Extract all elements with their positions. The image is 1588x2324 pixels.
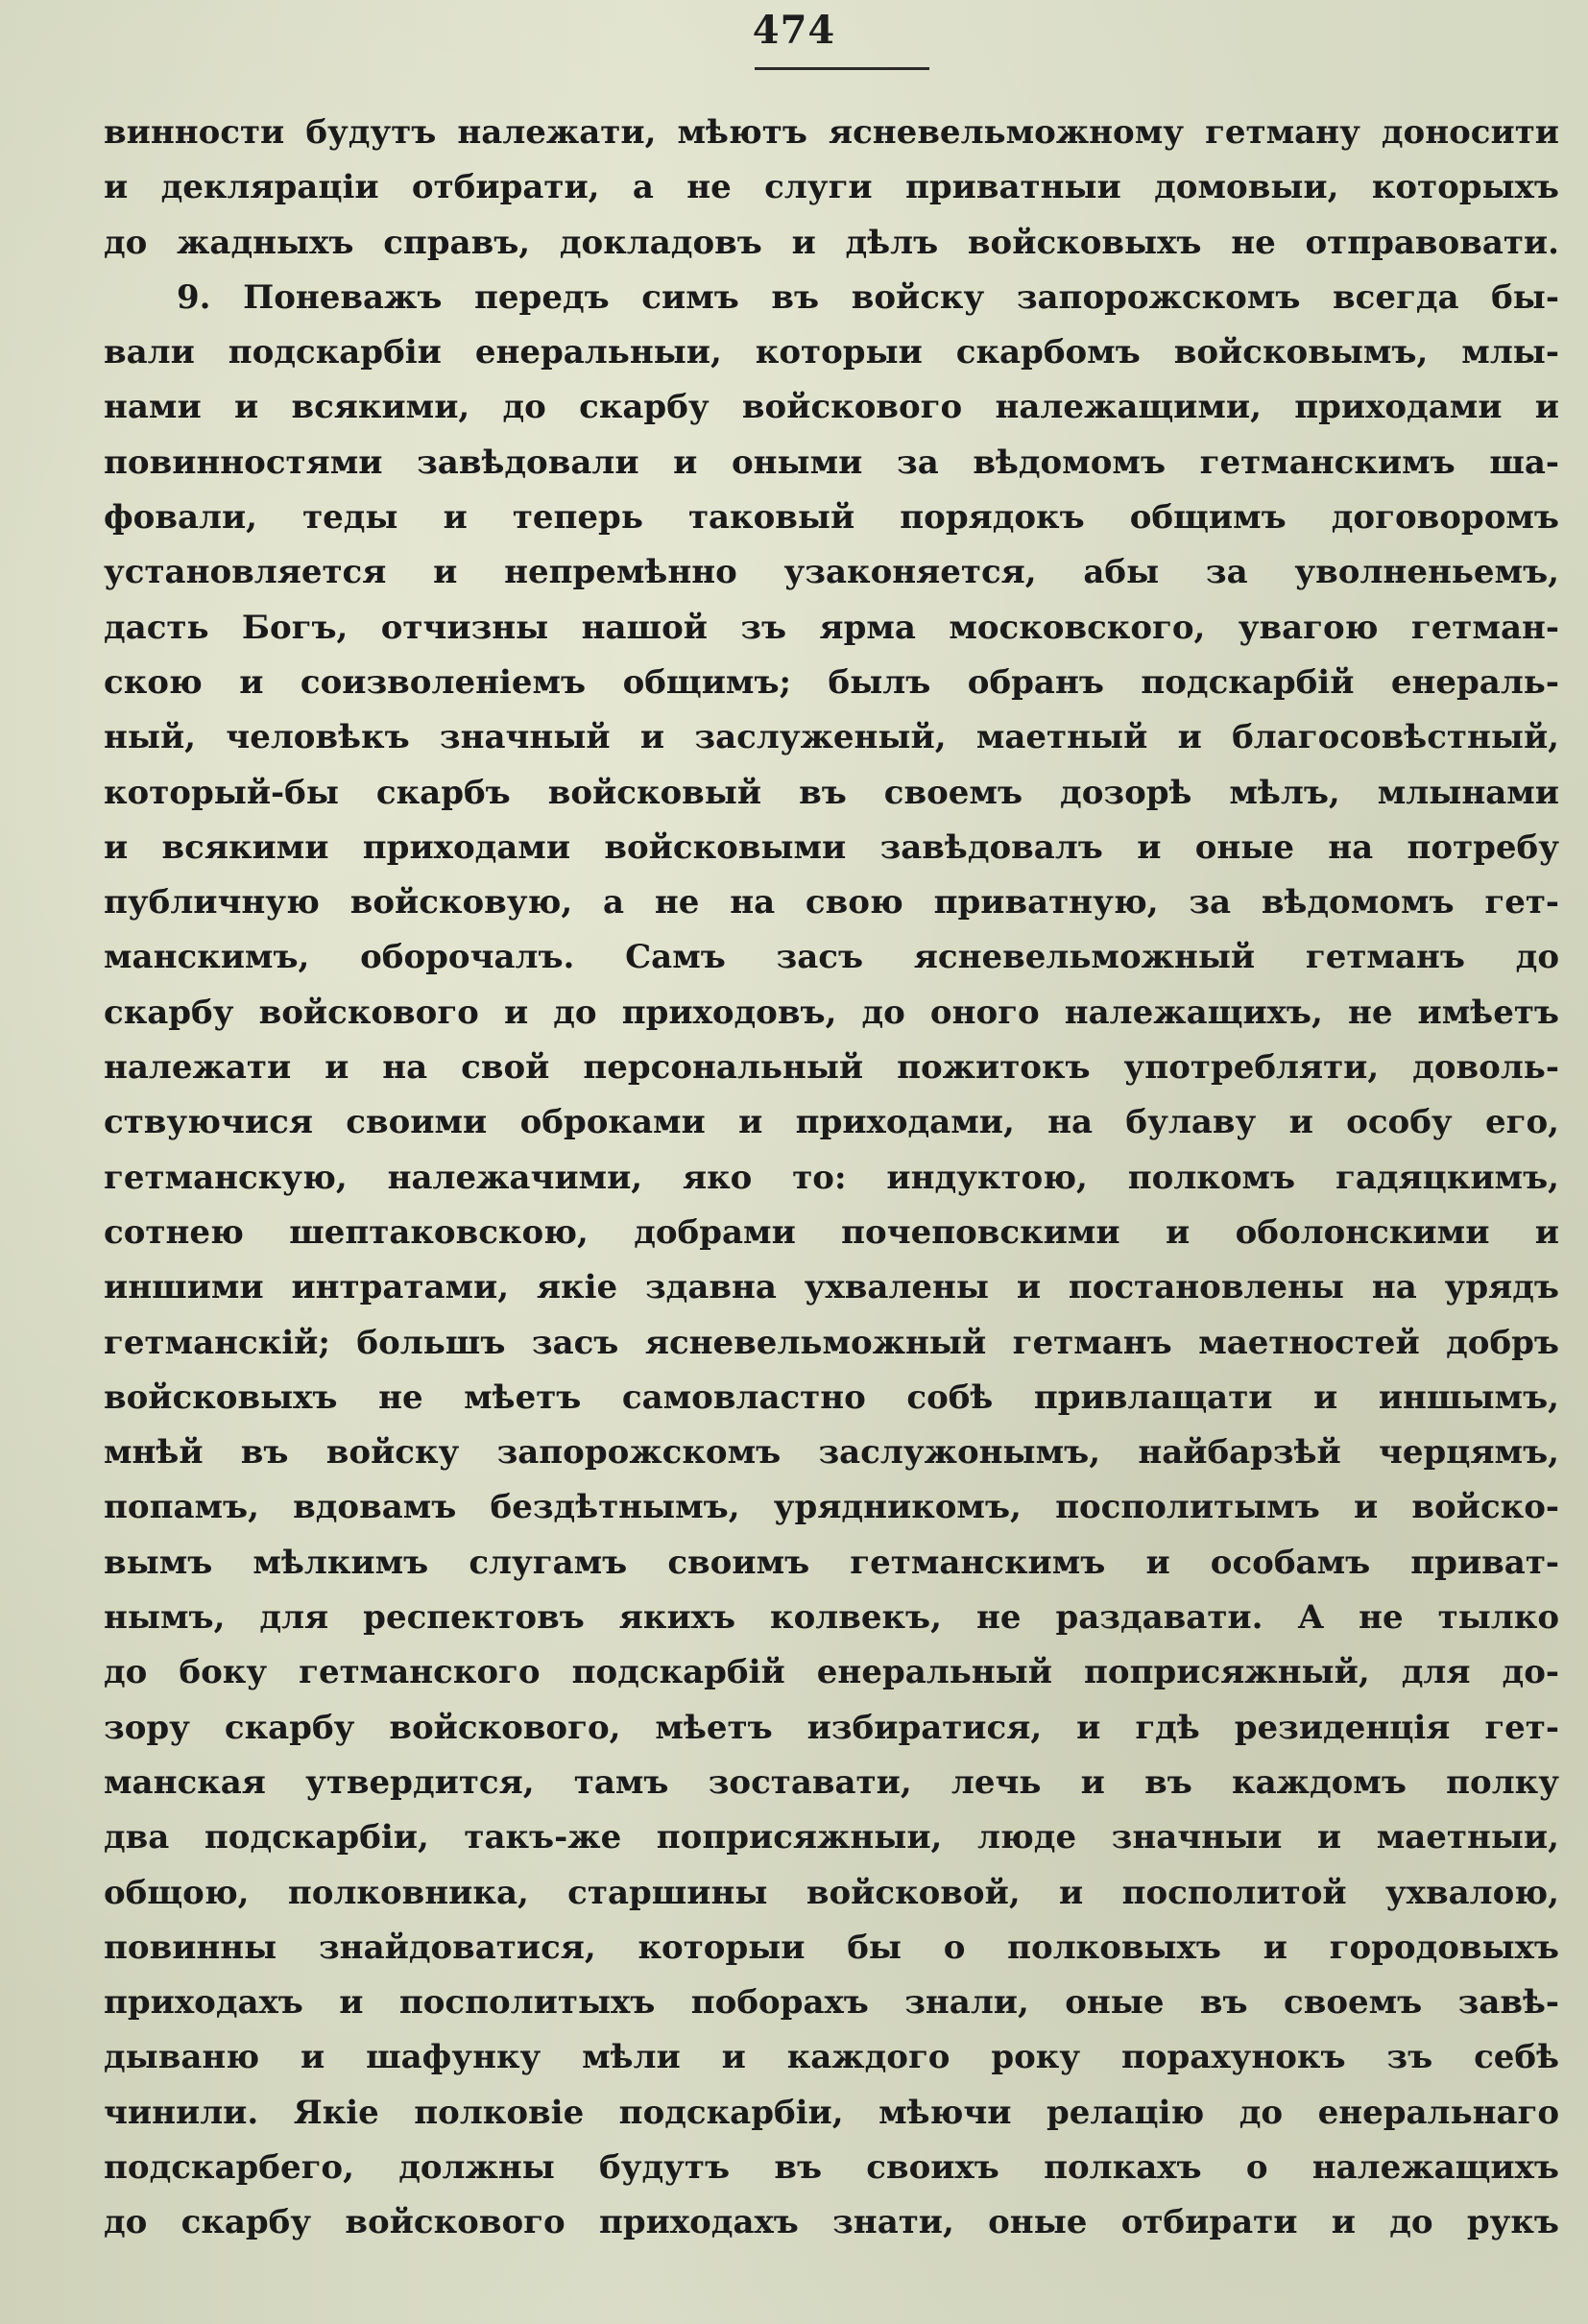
body-text: [104, 106, 1559, 2251]
text-line: иншими интратами, якіе здавна ухвалены и постановлены на урядъ: [104, 1268, 1559, 1307]
text-line: нами и всякими, до скарбу войскового належащими, приходами и: [104, 388, 1559, 427]
text-line: сотнею шептаковскою, добрами почеповскими и оболонскими и: [104, 1212, 1559, 1252]
text-line: манскимъ, оборочалъ. Самъ засъ ясневельможный гетманъ до: [104, 938, 1559, 977]
text-line: ствуючися своими оброками и приходами, на булаву и особу его,: [104, 1103, 1559, 1142]
text-line: публичную войсковую, а не на свою приватную, за вѣдомомъ гет-: [104, 883, 1559, 922]
paragraph-first-line: 9. Поневажъ передъ симъ въ войску запорожскомъ всегда бы-: [177, 277, 1559, 317]
text-line: который-бы скарбъ войсковый въ своемъ дозорѣ мѣлъ, млынами: [104, 773, 1559, 812]
text-line: вали подскарбіи енеральныи, которыи скарбомъ войсковымъ, млы-: [104, 333, 1559, 372]
text-line: приходахъ и посполитыхъ поборахъ знали, оные въ своемъ завѣ-: [104, 1983, 1559, 2023]
text-line: ный, человѣкъ значный и заслуженый, маетный и благосовѣстный,: [104, 718, 1559, 757]
text-line: и всякими приходами войсковыми завѣдовалъ и оные на потребу: [104, 827, 1559, 867]
text-line: гетманскій; большъ засъ ясневельможный гетманъ маетностей добръ: [104, 1323, 1559, 1362]
text-line: подскарбего, должны будутъ въ своихъ полкахъ о належащихъ: [104, 2147, 1559, 2187]
text-line: установляется и непремѣнно узаконяется, абы за уволненьемъ,: [104, 553, 1559, 592]
text-line: скою и соизволеніемъ общимъ; былъ обранъ подскарбій енераль-: [104, 662, 1559, 702]
text-line: дасть Богъ, отчизны нашой зъ ярма московского, увагою гетман-: [104, 608, 1559, 647]
text-line: два подскарбіи, такъ-же поприсяжныи, люде значныи и маетныи,: [104, 1818, 1559, 1857]
text-line: общою, полковника, старшины войсковой, и посполитой ухвалою,: [104, 1873, 1559, 1912]
text-line: попамъ, вдовамъ бездѣтнымъ, урядникомъ, посполитымъ и войско-: [104, 1488, 1559, 1527]
text-line: до боку гетманского подскарбій енеральный поприсяжный, для до-: [104, 1653, 1559, 1692]
text-line: дываню и шафунку мѣли и каждого року порахунокъ зъ себѣ: [104, 2038, 1559, 2077]
text-line: зору скарбу войскового, мѣетъ избиратися, и гдѣ резиденція гет-: [104, 1708, 1559, 1747]
text-line: належати и на свой персональный пожитокъ употребляти, доволь-: [104, 1048, 1559, 1088]
text-line: вымъ мѣлкимъ слугамъ своимъ гетманскимъ и особамъ приват-: [104, 1543, 1559, 1582]
text-line: повинны знайдоватися, которыи бы о полковыхъ и городовыхъ: [104, 1928, 1559, 1967]
text-line: мнѣй въ войску запорожскомъ заслужонымъ, найбарзѣй черцямъ,: [104, 1433, 1559, 1473]
text-line: до жадныхъ справъ, докладовъ и дѣлъ войсковыхъ не отправовати.: [104, 223, 1559, 262]
page-number-rule: [755, 67, 929, 70]
text-line: винности будутъ належати, мѣютъ ясневельможному гетману доносити: [104, 113, 1559, 152]
text-line: и декляраціи отбирати, а не слуги приватныи домовыи, которыхъ: [104, 168, 1559, 207]
text-line: до скарбу войскового приходахъ знати, оные отбирати и до рукъ: [104, 2203, 1559, 2242]
text-line: войсковыхъ не мѣетъ самовластно собѣ привлащати и иншымъ,: [104, 1378, 1559, 1417]
text-line: нымъ, для респектовъ якихъ колвекъ, не раздавати. А не тылко: [104, 1598, 1559, 1638]
text-line: манская утвердится, тамъ зоставати, лечь и въ каждомъ полку: [104, 1762, 1559, 1802]
text-line: гетманскую, належачими, яко то: индуктою, полкомъ гадяцкимъ,: [104, 1158, 1559, 1197]
page-number: 474: [752, 8, 836, 53]
text-line: фовали, теды и теперь таковый порядокъ общимъ договоромъ: [104, 498, 1559, 538]
text-line: повинностями завѣдовали и оными за вѣдомомъ гетманскимъ ша-: [104, 443, 1559, 482]
text-line: скарбу войскового и до приходовъ, до оного належащихъ, не имѣетъ: [104, 993, 1559, 1032]
text-line: чинили. Якіе полковіе подскарбіи, мѣючи релацію до енеральнаго: [104, 2093, 1559, 2132]
